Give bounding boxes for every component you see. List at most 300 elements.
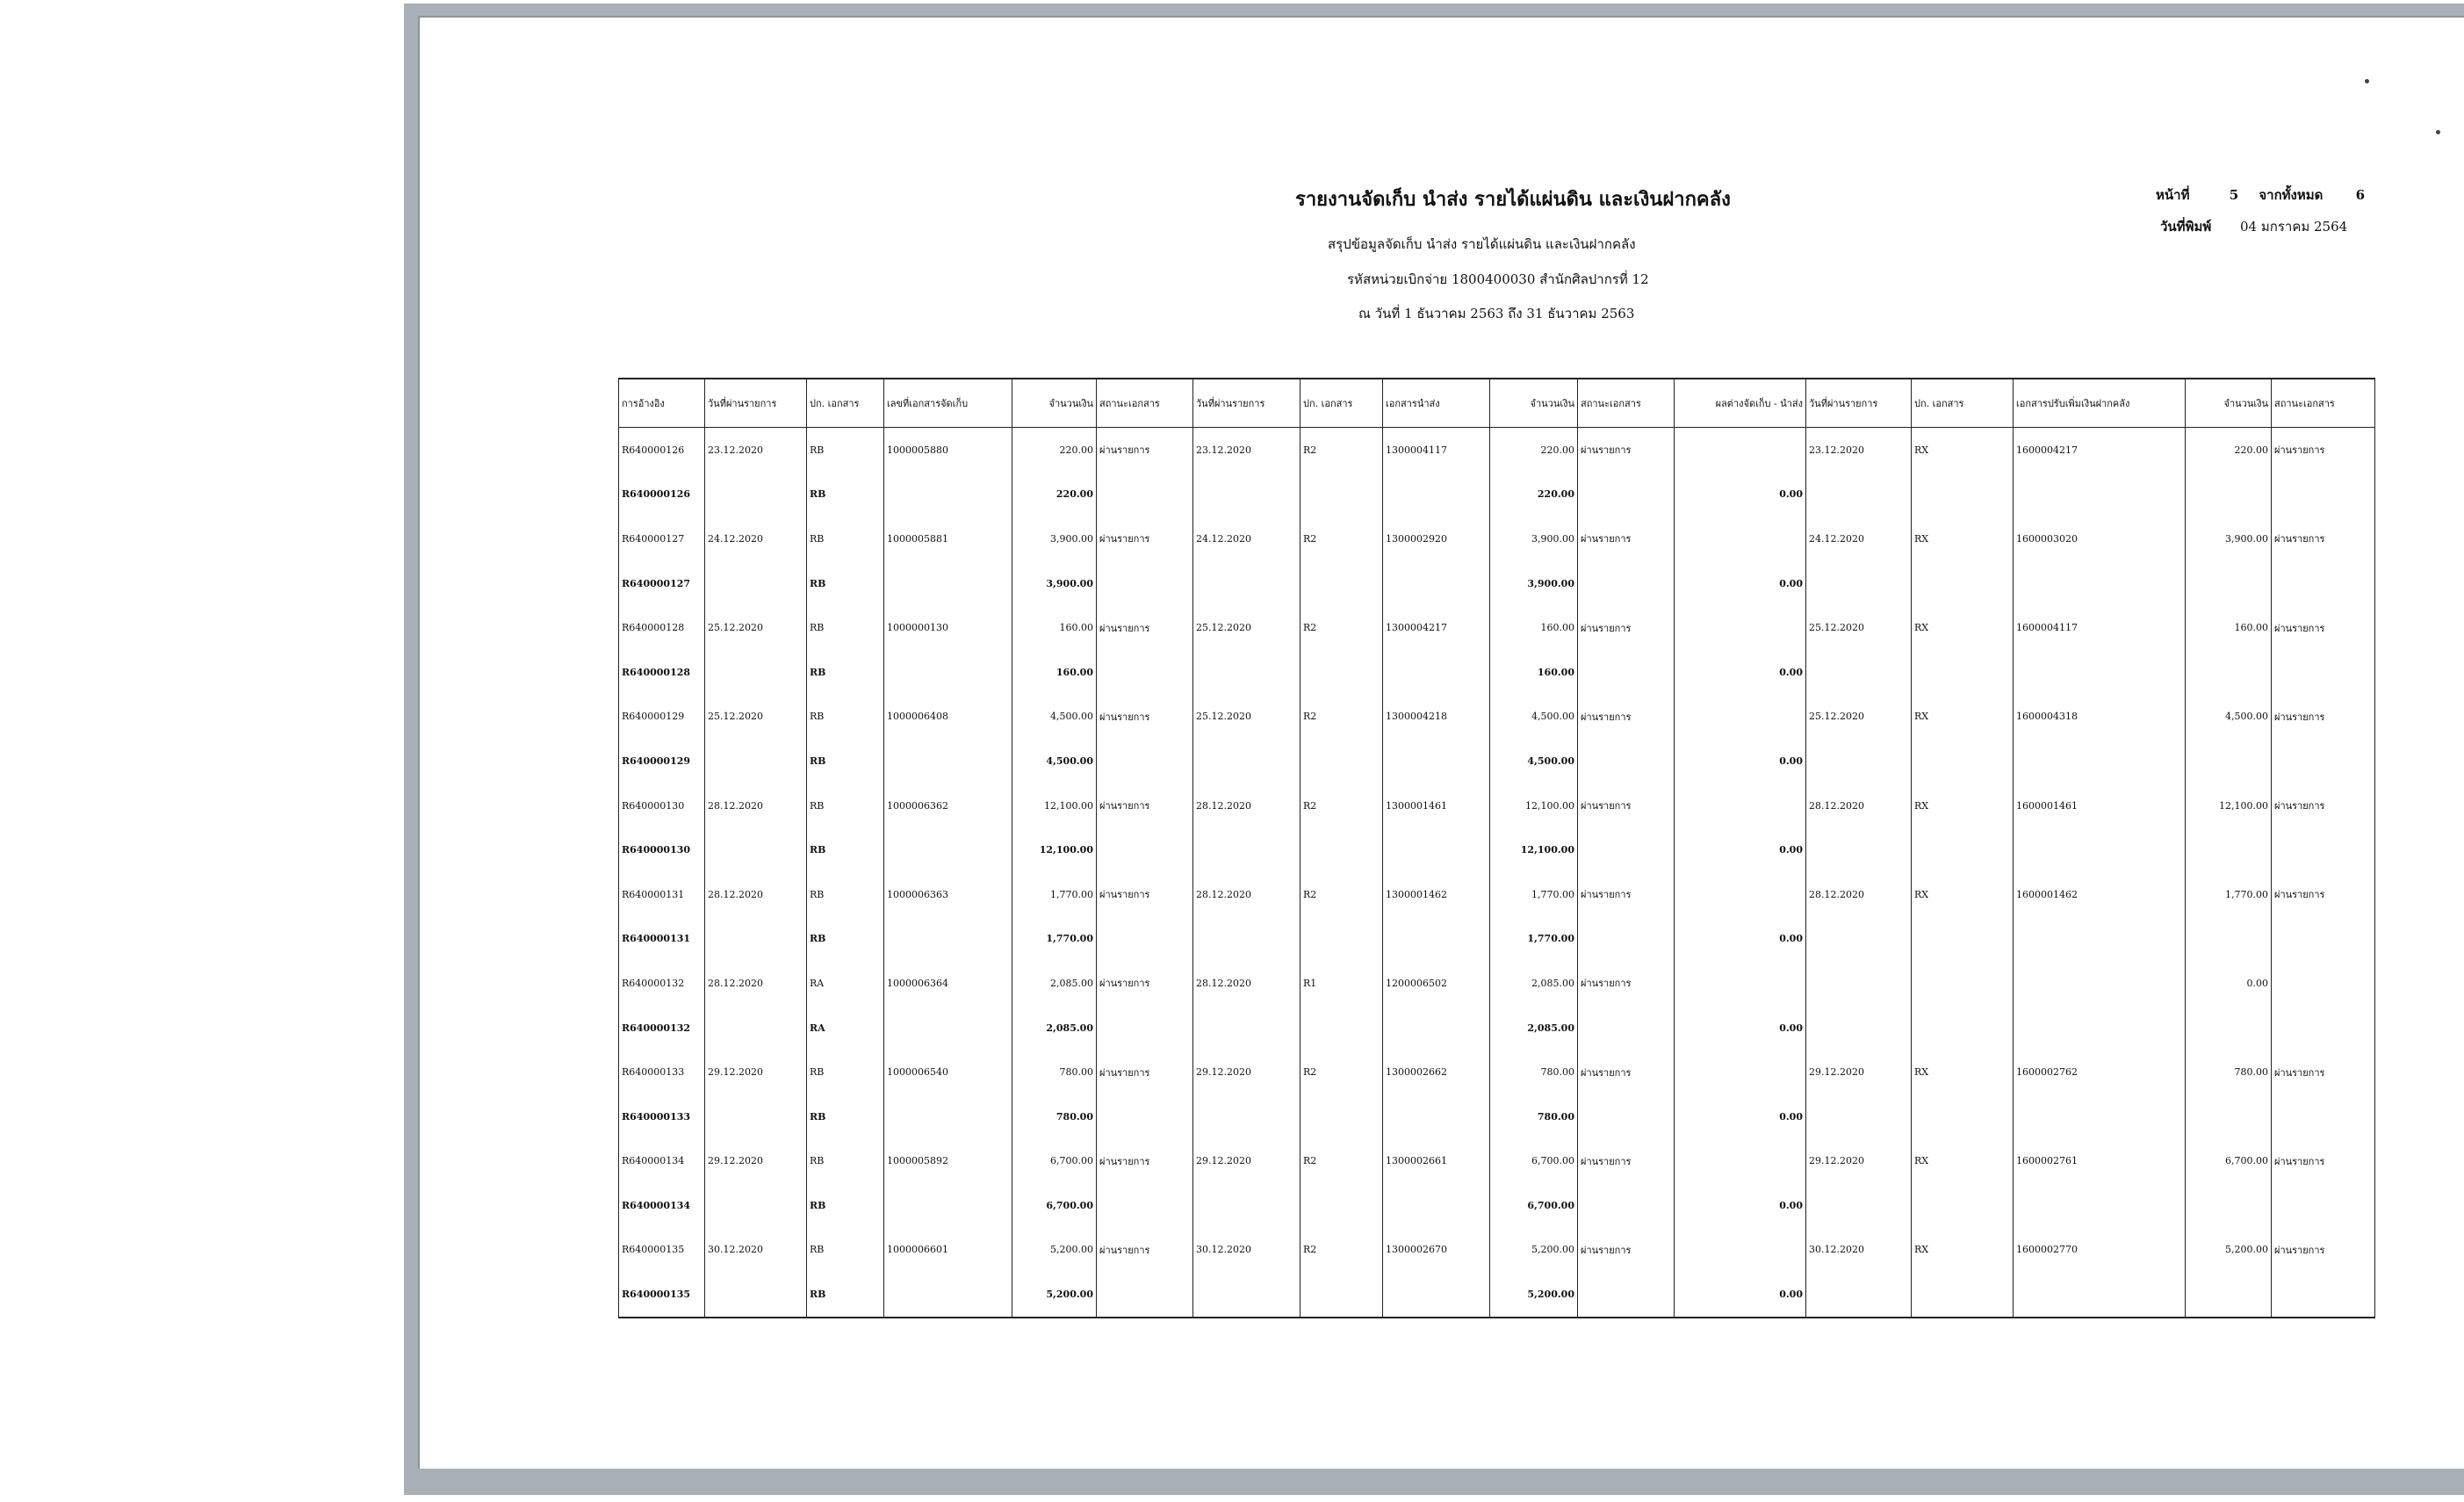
- table-cell: [1578, 917, 1675, 962]
- table-cell: 1000005881: [884, 516, 1012, 561]
- table-cell: ผ่านรายการ: [1097, 516, 1193, 561]
- table-cell: 160.00: [1012, 605, 1097, 650]
- table-cell: [884, 473, 1012, 517]
- table-cell: [705, 1272, 807, 1318]
- table-cell: 0.00: [1675, 650, 1806, 695]
- table-cell: 160.00: [1490, 650, 1578, 695]
- table-cell: [2186, 561, 2272, 606]
- table-cell: [1675, 605, 1806, 650]
- table-cell: R2: [1300, 605, 1383, 650]
- table-cell: [2186, 1183, 2272, 1228]
- table-cell: R640000135: [619, 1272, 705, 1318]
- table-cell: 5,200.00: [2186, 1228, 2272, 1273]
- table-cell: [1300, 1183, 1383, 1228]
- table-cell: RB: [807, 428, 884, 473]
- table-cell: 6,700.00: [1012, 1139, 1097, 1184]
- table-cell: [1383, 650, 1490, 695]
- table-cell: RB: [807, 1228, 884, 1273]
- table-cell: R640000128: [619, 605, 705, 650]
- table-cell: RB: [807, 561, 884, 606]
- table-cell: [1097, 827, 1193, 872]
- table-cell: 25.12.2020: [705, 695, 807, 740]
- table-cell: [1383, 1183, 1490, 1228]
- table-cell: RX: [1912, 428, 2014, 473]
- table-cell: 4,500.00: [1490, 739, 1578, 783]
- table-cell: [1578, 561, 1675, 606]
- table-cell: 1600004217: [2014, 428, 2186, 473]
- table-cell: [2186, 1094, 2272, 1139]
- table-cell: [1578, 1006, 1675, 1051]
- table-cell: 30.12.2020: [1193, 1228, 1300, 1273]
- table-cell: [1097, 1094, 1193, 1139]
- table-cell: [1806, 561, 1912, 606]
- table-cell: [2272, 827, 2375, 872]
- table-cell: [1300, 917, 1383, 962]
- table-cell: 1300004117: [1383, 428, 1490, 473]
- table-cell: [1806, 1006, 1912, 1051]
- table-cell: [1806, 1272, 1912, 1318]
- table-cell: [2014, 1006, 2186, 1051]
- table-cell: [884, 1272, 1012, 1318]
- table-cell: 1,770.00: [1490, 917, 1578, 962]
- table-cell: 6,700.00: [2186, 1139, 2272, 1184]
- table-cell: 24.12.2020: [1193, 516, 1300, 561]
- column-header: เอกสารนำส่ง: [1383, 379, 1490, 428]
- table-cell: 23.12.2020: [1806, 428, 1912, 473]
- table-cell: [1675, 516, 1806, 561]
- table-cell: [884, 1094, 1012, 1139]
- column-header: จำนวนเงิน: [1490, 379, 1578, 428]
- table-cell: 1,770.00: [2186, 872, 2272, 917]
- table-cell: 30.12.2020: [705, 1228, 807, 1273]
- table-cell: 3,900.00: [1012, 516, 1097, 561]
- table-row: [619, 516, 2375, 561]
- table-cell: 1000006540: [884, 1050, 1012, 1094]
- table-cell: 28.12.2020: [1193, 872, 1300, 917]
- table-row: [619, 961, 2375, 1006]
- total-pages: 6: [2355, 187, 2366, 203]
- table-cell: [705, 739, 807, 783]
- table-cell: [1675, 695, 1806, 740]
- table-cell: RX: [1912, 605, 2014, 650]
- table-cell: [1383, 1094, 1490, 1139]
- table-cell: [1675, 872, 1806, 917]
- table-cell: [2272, 473, 2375, 517]
- table-cell: 3,900.00: [1490, 561, 1578, 606]
- column-header: การอ้างอิง: [619, 379, 705, 428]
- table-cell: ผ่านรายการ: [2272, 428, 2375, 473]
- table-cell: [1300, 739, 1383, 783]
- table-cell: 5,200.00: [1012, 1272, 1097, 1318]
- table-cell: [2186, 827, 2272, 872]
- table-cell: 1600004318: [2014, 695, 2186, 740]
- table-cell: [1675, 783, 1806, 828]
- table-cell: [1912, 1272, 2014, 1318]
- table-cell: 220.00: [2186, 428, 2272, 473]
- table-row: [619, 1050, 2375, 1094]
- table-cell: 1300001461: [1383, 783, 1490, 828]
- table-cell: [1806, 1183, 1912, 1228]
- table-cell: 0.00: [1675, 1183, 1806, 1228]
- table-cell: [2272, 650, 2375, 695]
- table-cell: RX: [1912, 1139, 2014, 1184]
- table-cell: [1193, 561, 1300, 606]
- table-cell: [2272, 961, 2375, 1006]
- table-cell: 23.12.2020: [1193, 428, 1300, 473]
- table-cell: 780.00: [1012, 1050, 1097, 1094]
- table-cell: 780.00: [2186, 1050, 2272, 1094]
- table-cell: 28.12.2020: [705, 872, 807, 917]
- report-title: รายงานจัดเก็บ นำส่ง รายได้แผ่นดิน และเงินฝากคลัง: [1295, 188, 1731, 211]
- table-cell: R2: [1300, 695, 1383, 740]
- scan-speck: [2436, 130, 2440, 134]
- table-cell: [1383, 739, 1490, 783]
- table-cell: 1600002761: [2014, 1139, 2186, 1184]
- table-cell: 28.12.2020: [1806, 783, 1912, 828]
- table-row: [619, 1139, 2375, 1184]
- table-subtotal-row: [619, 739, 2375, 783]
- table-cell: [1193, 1006, 1300, 1051]
- table-cell: ผ่านรายการ: [1097, 961, 1193, 1006]
- table-cell: R2: [1300, 1139, 1383, 1184]
- table-cell: 3,900.00: [2186, 516, 2272, 561]
- table-cell: 2,085.00: [1490, 1006, 1578, 1051]
- column-header: เลขที่เอกสารจัดเก็บ: [884, 379, 1012, 428]
- table-cell: R2: [1300, 516, 1383, 561]
- print-date-info: [2160, 216, 2347, 237]
- column-header: ปก. เอกสาร: [1300, 379, 1383, 428]
- table-cell: [1912, 561, 2014, 606]
- table-cell: R640000131: [619, 872, 705, 917]
- table-cell: [2272, 1094, 2375, 1139]
- table-cell: [2014, 650, 2186, 695]
- table-cell: [2014, 473, 2186, 517]
- table-cell: 1000006408: [884, 695, 1012, 740]
- table-cell: 12,100.00: [1490, 827, 1578, 872]
- table-cell: [2186, 739, 2272, 783]
- report-subtitle: สรุปข้อมูลจัดเก็บ นำส่ง รายได้แผ่นดิน และเงินฝากคลัง: [1328, 236, 1636, 252]
- table-cell: [1193, 1183, 1300, 1228]
- table-cell: RB: [807, 872, 884, 917]
- table-cell: 0.00: [1675, 561, 1806, 606]
- table-cell: [2272, 1272, 2375, 1318]
- print-date-label: วันที่พิมพ์: [2160, 219, 2212, 235]
- table-cell: RA: [807, 961, 884, 1006]
- page-indicator: [2156, 184, 2365, 206]
- date-range-line: ณ วันที่ 1 ธันวาคม 2563 ถึง 31 ธันวาคม 2563: [1358, 306, 1635, 321]
- table-cell: RB: [807, 516, 884, 561]
- table-row: [619, 783, 2375, 828]
- table-cell: 1000005892: [884, 1139, 1012, 1184]
- table-cell: [1383, 1006, 1490, 1051]
- table-cell: R2: [1300, 872, 1383, 917]
- table-cell: [1912, 650, 2014, 695]
- table-cell: 1300004217: [1383, 605, 1490, 650]
- table-cell: [1300, 1272, 1383, 1318]
- table-cell: R1: [1300, 961, 1383, 1006]
- table-cell: [2014, 1094, 2186, 1139]
- table-cell: [1097, 650, 1193, 695]
- table-cell: 2,085.00: [1012, 1006, 1097, 1051]
- table-cell: 1,770.00: [1012, 917, 1097, 962]
- column-header: สถานะเอกสาร: [1097, 379, 1193, 428]
- table-cell: 25.12.2020: [1806, 695, 1912, 740]
- table-cell: [2014, 917, 2186, 962]
- table-cell: [1578, 473, 1675, 517]
- table-cell: [1193, 1094, 1300, 1139]
- table-cell: RX: [1912, 695, 2014, 740]
- table-cell: [1193, 1272, 1300, 1318]
- table-cell: [884, 1006, 1012, 1051]
- table-cell: [1097, 917, 1193, 962]
- table-cell: 160.00: [2186, 605, 2272, 650]
- table-cell: 28.12.2020: [1193, 961, 1300, 1006]
- table-cell: [1578, 827, 1675, 872]
- table-cell: [1806, 1094, 1912, 1139]
- table-cell: [2186, 917, 2272, 962]
- table-cell: ผ่านรายการ: [1578, 428, 1675, 473]
- table-cell: RX: [1912, 783, 2014, 828]
- table-cell: 1300002662: [1383, 1050, 1490, 1094]
- table-cell: 1200006502: [1383, 961, 1490, 1006]
- table-cell: [705, 1006, 807, 1051]
- table-cell: [1578, 1094, 1675, 1139]
- table-cell: ผ่านรายการ: [1097, 1228, 1193, 1273]
- table-cell: [1097, 561, 1193, 606]
- table-cell: 12,100.00: [1012, 827, 1097, 872]
- table-cell: 5,200.00: [1490, 1272, 1578, 1318]
- table-cell: ผ่านรายการ: [1578, 695, 1675, 740]
- table-cell: [1578, 1183, 1675, 1228]
- table-cell: ผ่านรายการ: [1578, 872, 1675, 917]
- table-cell: 29.12.2020: [1193, 1139, 1300, 1184]
- table-cell: R2: [1300, 1228, 1383, 1273]
- table-row: [619, 1228, 2375, 1273]
- page-label: หน้าที่: [2156, 187, 2190, 203]
- table-cell: RB: [807, 473, 884, 517]
- table-cell: 3,900.00: [1490, 516, 1578, 561]
- table-cell: R640000126: [619, 428, 705, 473]
- table-cell: [884, 917, 1012, 962]
- table-cell: 0.00: [1675, 827, 1806, 872]
- column-header: จำนวนเงิน: [2186, 379, 2272, 428]
- table-subtotal-row: [619, 917, 2375, 962]
- table-cell: [884, 561, 1012, 606]
- column-header: ผลต่างจัดเก็บ - นำส่ง: [1675, 379, 1806, 428]
- table-cell: R2: [1300, 1050, 1383, 1094]
- table-cell: 29.12.2020: [1806, 1050, 1912, 1094]
- table-cell: ผ่านรายการ: [1097, 872, 1193, 917]
- table-cell: [2014, 827, 2186, 872]
- table-cell: 6,700.00: [1490, 1139, 1578, 1184]
- table-cell: 4,500.00: [2186, 695, 2272, 740]
- table-cell: [884, 827, 1012, 872]
- table-cell: [1193, 917, 1300, 962]
- table-cell: 25.12.2020: [1193, 605, 1300, 650]
- table-cell: 220.00: [1012, 473, 1097, 517]
- table-cell: [2014, 961, 2186, 1006]
- table-cell: 12,100.00: [2186, 783, 2272, 828]
- table-cell: 1600003020: [2014, 516, 2186, 561]
- table-cell: RB: [807, 1050, 884, 1094]
- table-cell: [1193, 827, 1300, 872]
- column-header: วันที่ผ่านรายการ: [1193, 379, 1300, 428]
- table-cell: ผ่านรายการ: [2272, 1139, 2375, 1184]
- table-cell: [1806, 961, 1912, 1006]
- table-row: [619, 695, 2375, 740]
- table-cell: R640000129: [619, 695, 705, 740]
- print-date-value: 04 มกราคม 2564: [2240, 219, 2348, 235]
- table-cell: ผ่านรายการ: [2272, 516, 2375, 561]
- table-cell: 23.12.2020: [705, 428, 807, 473]
- table-cell: [1912, 827, 2014, 872]
- table-cell: 1600002770: [2014, 1228, 2186, 1273]
- table-cell: [2014, 1272, 2186, 1318]
- table-row: [619, 605, 2375, 650]
- table-cell: 4,500.00: [1012, 739, 1097, 783]
- table-cell: ผ่านรายการ: [1578, 605, 1675, 650]
- column-header: สถานะเอกสาร: [2272, 379, 2375, 428]
- table-cell: [2186, 650, 2272, 695]
- table-cell: RB: [807, 827, 884, 872]
- table-cell: 0.00: [2186, 961, 2272, 1006]
- table-cell: [1193, 473, 1300, 517]
- table-cell: ผ่านรายการ: [2272, 695, 2375, 740]
- table-cell: RB: [807, 1272, 884, 1318]
- table-cell: 1000005880: [884, 428, 1012, 473]
- table-cell: [884, 739, 1012, 783]
- table-cell: ผ่านรายการ: [1578, 516, 1675, 561]
- table-cell: 24.12.2020: [705, 516, 807, 561]
- table-subtotal-row: [619, 1272, 2375, 1318]
- table-cell: [1383, 917, 1490, 962]
- table-subtotal-row: [619, 561, 2375, 606]
- table-cell: [1300, 1094, 1383, 1139]
- table-cell: [1912, 1006, 2014, 1051]
- table-cell: [2014, 739, 2186, 783]
- table-cell: ผ่านรายการ: [1097, 1050, 1193, 1094]
- table-subtotal-row: [619, 473, 2375, 517]
- table-subtotal-row: [619, 1094, 2375, 1139]
- table-cell: 0.00: [1675, 917, 1806, 962]
- table-cell: [1806, 827, 1912, 872]
- table-cell: 4,500.00: [1490, 695, 1578, 740]
- table-cell: [705, 827, 807, 872]
- table-cell: [1912, 917, 2014, 962]
- table-cell: R640000126: [619, 473, 705, 517]
- table-cell: ผ่านรายการ: [2272, 1228, 2375, 1273]
- table-cell: ผ่านรายการ: [2272, 783, 2375, 828]
- table-cell: 220.00: [1012, 428, 1097, 473]
- table-subtotal-row: [619, 827, 2375, 872]
- table-cell: RB: [807, 1183, 884, 1228]
- table-cell: 29.12.2020: [1806, 1139, 1912, 1184]
- table-cell: [1097, 1272, 1193, 1318]
- table-cell: 1,770.00: [1490, 872, 1578, 917]
- table-cell: 12,100.00: [1490, 783, 1578, 828]
- table-cell: R640000128: [619, 650, 705, 695]
- table-cell: 6,700.00: [1490, 1183, 1578, 1228]
- table-cell: R640000131: [619, 917, 705, 962]
- column-header: วันที่ผ่านรายการ: [705, 379, 807, 428]
- table-cell: 1600002762: [2014, 1050, 2186, 1094]
- table-cell: RB: [807, 605, 884, 650]
- table-cell: 0.00: [1675, 1094, 1806, 1139]
- table-cell: [1806, 739, 1912, 783]
- table-cell: 1000006363: [884, 872, 1012, 917]
- table-cell: R640000127: [619, 561, 705, 606]
- column-header: ปก. เอกสาร: [807, 379, 884, 428]
- table-cell: 5,200.00: [1490, 1228, 1578, 1273]
- table-cell: R2: [1300, 428, 1383, 473]
- report-table: [618, 378, 2375, 1318]
- table-cell: ผ่านรายการ: [1097, 783, 1193, 828]
- table-cell: RX: [1912, 1050, 2014, 1094]
- table-cell: 1600001462: [2014, 872, 2186, 917]
- table-cell: R640000135: [619, 1228, 705, 1273]
- table-cell: [1675, 428, 1806, 473]
- table-cell: [1578, 1272, 1675, 1318]
- table-cell: ผ่านรายการ: [2272, 872, 2375, 917]
- table-cell: [1300, 473, 1383, 517]
- table-cell: 2,085.00: [1012, 961, 1097, 1006]
- table-cell: [2272, 739, 2375, 783]
- table-cell: RB: [807, 739, 884, 783]
- table-cell: ผ่านรายการ: [1578, 783, 1675, 828]
- table-cell: ผ่านรายการ: [2272, 1050, 2375, 1094]
- table-cell: 1600004117: [2014, 605, 2186, 650]
- table-cell: [1383, 827, 1490, 872]
- table-row: [619, 428, 2375, 473]
- table-cell: [705, 561, 807, 606]
- table-cell: [2272, 917, 2375, 962]
- table-cell: [2272, 1183, 2375, 1228]
- table-cell: 4,500.00: [1012, 695, 1097, 740]
- table-cell: RA: [807, 1006, 884, 1051]
- scan-speck: [2365, 79, 2369, 83]
- table-cell: R640000133: [619, 1094, 705, 1139]
- table-cell: [1675, 1139, 1806, 1184]
- table-cell: [1675, 961, 1806, 1006]
- table-cell: 28.12.2020: [1806, 872, 1912, 917]
- table-cell: [884, 650, 1012, 695]
- table-cell: ผ่านรายการ: [2272, 605, 2375, 650]
- table-cell: 25.12.2020: [1193, 695, 1300, 740]
- table-cell: 0.00: [1675, 739, 1806, 783]
- table-cell: [1912, 1094, 2014, 1139]
- table-cell: [1097, 1183, 1193, 1228]
- table-cell: 1600001461: [2014, 783, 2186, 828]
- table-cell: [1097, 473, 1193, 517]
- table-cell: R640000129: [619, 739, 705, 783]
- table-cell: [1300, 1006, 1383, 1051]
- column-header: สถานะเอกสาร: [1578, 379, 1675, 428]
- table-cell: R640000132: [619, 961, 705, 1006]
- table-cell: [1912, 473, 2014, 517]
- table-cell: [2014, 561, 2186, 606]
- table-cell: R640000130: [619, 783, 705, 828]
- table-cell: 28.12.2020: [705, 961, 807, 1006]
- table-cell: [1578, 650, 1675, 695]
- page-number: 5: [2229, 187, 2239, 203]
- table-cell: 1300002670: [1383, 1228, 1490, 1273]
- table-cell: 1000000130: [884, 605, 1012, 650]
- table-cell: [1675, 1050, 1806, 1094]
- table-cell: 29.12.2020: [1193, 1050, 1300, 1094]
- table-cell: 29.12.2020: [705, 1139, 807, 1184]
- table-cell: RX: [1912, 1228, 2014, 1273]
- column-header: จำนวนเงิน: [1012, 379, 1097, 428]
